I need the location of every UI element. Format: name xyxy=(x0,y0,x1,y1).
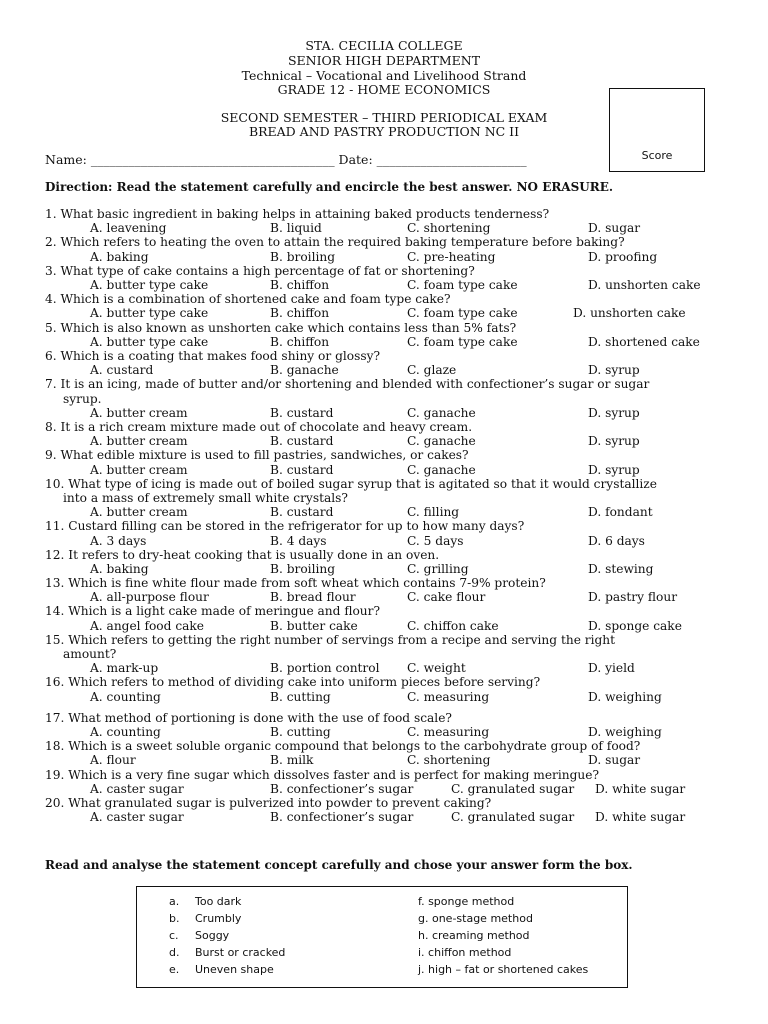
part2-direction: Read and analyse the statement concept carefully and chose your answer form the box. xyxy=(45,858,633,872)
answer-option-d[interactable]: D. sugar xyxy=(588,753,641,768)
question-text: 19. Which is a very fine sugar which dissolves faster and is perfect for making meringue? xyxy=(45,767,600,782)
question-text: 2. Which refers to heating the oven to attain the required baking temperature before baking? xyxy=(45,235,625,250)
question-text: 14. Which is a light cake made of meringue and flour? xyxy=(45,604,381,619)
question-text: 6. Which is a coating that makes food shiny or glossy? xyxy=(45,348,381,363)
answer-option-b[interactable]: B. custard xyxy=(270,434,334,449)
score-label: Score xyxy=(641,149,673,162)
answer-option-c[interactable]: C. shortening xyxy=(407,221,491,236)
box-item-letter: b. xyxy=(169,912,180,925)
question-text: 17. What method of portioning is done with the use of food scale? xyxy=(45,710,452,725)
question-item xyxy=(45,292,735,320)
question-text: 10. What type of icing is made out of boiled sugar syrup that is agitated so that it would crystallize xyxy=(45,476,657,491)
answer-option-d[interactable]: D. syrup xyxy=(588,363,640,378)
box-item-text: Too dark xyxy=(195,895,242,908)
answer-choices-box xyxy=(136,886,628,988)
answer-option-d[interactable]: D. sponge cake xyxy=(588,618,682,633)
question-item xyxy=(45,264,735,292)
answer-option-d[interactable]: D. white sugar xyxy=(595,810,686,825)
answer-option-a[interactable]: A. all-purpose flour xyxy=(90,590,209,605)
answer-option-b[interactable]: B. chiffon xyxy=(270,306,330,321)
answer-choices xyxy=(45,335,735,349)
answer-option-a[interactable]: A. mark-up xyxy=(90,661,159,676)
answer-choices xyxy=(45,690,735,704)
answer-option-a[interactable]: A. butter cream xyxy=(90,434,188,449)
school-name: STA. CECILIA COLLEGE xyxy=(305,38,463,53)
question-item xyxy=(45,321,735,349)
question-item xyxy=(45,796,735,824)
answer-option-b[interactable]: B. broiling xyxy=(270,561,336,576)
answer-option-b[interactable]: B. ganache xyxy=(270,363,339,378)
grade-level: GRADE 12 - HOME ECONOMICS xyxy=(277,82,491,97)
answer-option-d[interactable]: D. weighing xyxy=(588,689,662,704)
answer-option-c[interactable]: C. ganache xyxy=(407,434,476,449)
question-list xyxy=(45,207,735,824)
question-item xyxy=(45,675,735,710)
answer-option-b[interactable]: B. custard xyxy=(270,405,334,420)
answer-option-a[interactable]: A. 3 days xyxy=(90,533,147,548)
box-item-method: g. one-stage method xyxy=(418,912,533,925)
answer-option-c[interactable]: C. filling xyxy=(407,505,460,520)
answer-option-c[interactable]: C. chiffon cake xyxy=(407,618,499,633)
answer-choices xyxy=(45,278,735,292)
answer-option-a[interactable]: A. leavening xyxy=(90,221,167,236)
subject-title: BREAD AND PASTRY PRODUCTION NC II xyxy=(248,124,520,139)
answer-option-a[interactable]: A. flour xyxy=(90,753,136,768)
question-item xyxy=(45,349,735,377)
answer-choices xyxy=(45,753,735,767)
answer-option-a[interactable]: A. butter cream xyxy=(90,505,188,520)
answer-option-d[interactable]: D. syrup xyxy=(588,462,640,477)
answer-option-b[interactable]: B. custard xyxy=(270,505,334,520)
name-date-line: Name: _______________________________________ Date: ________________________ xyxy=(45,152,527,167)
question-item xyxy=(45,739,735,767)
question-text: 20. What granulated sugar is pulverized into powder to prevent caking? xyxy=(45,796,492,811)
answer-option-b[interactable]: B. butter cake xyxy=(270,618,358,633)
answer-option-b[interactable]: B. liquid xyxy=(270,221,322,236)
answer-option-a[interactable]: A. butter type cake xyxy=(90,334,209,349)
answer-option-c[interactable]: C. granulated sugar xyxy=(451,781,575,796)
question-text-continued: amount? xyxy=(63,647,117,662)
answer-option-b[interactable]: B. confectioner’s sugar xyxy=(270,781,414,796)
answer-option-a[interactable]: A. angel food cake xyxy=(90,618,205,633)
answer-option-d[interactable]: D. white sugar xyxy=(595,781,686,796)
question-item xyxy=(45,548,735,576)
answer-choices xyxy=(45,505,735,519)
answer-option-c[interactable]: C. measuring xyxy=(407,725,490,740)
exam-title: SECOND SEMESTER – THIRD PERIODICAL EXAM xyxy=(220,110,548,125)
question-item xyxy=(45,711,735,739)
box-item-text: Uneven shape xyxy=(195,963,274,976)
question-text: 12. It refers to dry-heat cooking that is usually done in an oven. xyxy=(45,547,440,562)
question-item xyxy=(45,377,735,420)
answer-option-d[interactable]: D. syrup xyxy=(588,434,640,449)
answer-choices xyxy=(45,463,735,477)
question-text: 11. Custard filling can be stored in the refrigerator for up to how many days? xyxy=(45,519,525,534)
question-text: 3. What type of cake contains a high percentage of fat or shortening? xyxy=(45,263,475,278)
question-text: 1. What basic ingredient in baking helps in attaining baked products tenderness? xyxy=(45,207,550,221)
answer-option-c[interactable]: C. foam type cake xyxy=(407,306,518,321)
answer-choices xyxy=(45,406,735,420)
answer-choices xyxy=(45,590,735,604)
answer-option-c[interactable]: C. ganache xyxy=(407,405,476,420)
question-text-continued: syrup. xyxy=(63,391,102,406)
answer-option-d[interactable]: D. pastry flour xyxy=(588,590,678,605)
question-text: 8. It is a rich cream mixture made out of chocolate and heavy cream. xyxy=(45,419,473,434)
answer-option-d[interactable]: D. fondant xyxy=(588,505,653,520)
answer-choices xyxy=(45,221,735,235)
question-item xyxy=(45,604,735,632)
box-item-method: i. chiffon method xyxy=(418,946,512,959)
box-item-text: Crumbly xyxy=(195,912,242,925)
answer-option-c[interactable]: C. foam type cake xyxy=(407,334,518,349)
question-text: 4. Which is a combination of shortened cake and foam type cake? xyxy=(45,292,451,307)
score-box xyxy=(609,88,705,172)
question-item xyxy=(45,207,735,235)
box-item-letter: a. xyxy=(169,895,180,908)
answer-option-c[interactable]: C. ganache xyxy=(407,462,476,477)
answer-choices xyxy=(45,619,735,633)
answer-choices xyxy=(45,661,735,675)
answer-option-d[interactable]: D. yield xyxy=(588,661,635,676)
box-item-text: Soggy xyxy=(195,929,230,942)
answer-option-d[interactable]: D. stewing xyxy=(588,561,654,576)
answer-option-b[interactable]: B. broiling xyxy=(270,249,336,264)
direction-text: Direction: Read the statement carefully and encircle the best answer. NO ERASURE. xyxy=(45,180,614,194)
answer-option-a[interactable]: A. baking xyxy=(90,561,149,576)
question-text: 9. What edible mixture is used to fill pastries, sandwiches, or cakes? xyxy=(45,448,469,463)
answer-option-a[interactable]: A. butter type cake xyxy=(90,277,209,292)
answer-option-c[interactable]: C. grilling xyxy=(407,561,469,576)
question-item xyxy=(45,768,735,796)
question-text: 16. Which refers to method of dividing cake into uniform pieces before serving? xyxy=(45,675,541,690)
answer-option-b[interactable]: B. bread flour xyxy=(270,590,356,605)
question-item xyxy=(45,633,735,676)
question-text: 7. It is an icing, made of butter and/or shortening and blended with confectioner’s sugar or sugar xyxy=(45,377,650,392)
question-text: 5. Which is also known as unshorten cake which contains less than 5% fats? xyxy=(45,320,517,335)
answer-choices xyxy=(45,810,735,824)
answer-option-d[interactable]: D. unshorten cake xyxy=(573,306,686,321)
question-item xyxy=(45,235,735,263)
answer-choices xyxy=(45,306,735,320)
question-item xyxy=(45,477,735,520)
box-item-method: j. high – fat or shortened cakes xyxy=(418,963,589,976)
answer-option-b[interactable]: B. chiffon xyxy=(270,277,330,292)
answer-option-a[interactable]: A. butter cream xyxy=(90,405,188,420)
answer-option-b[interactable]: B. cutting xyxy=(270,689,331,704)
answer-option-d[interactable]: D. sugar xyxy=(588,221,641,236)
answer-option-c[interactable]: C. pre-heating xyxy=(407,249,496,264)
answer-option-b[interactable]: B. cutting xyxy=(270,725,331,740)
answer-option-b[interactable]: B. confectioner’s sugar xyxy=(270,810,414,825)
box-item-letter: d. xyxy=(169,946,180,959)
box-item-letter: e. xyxy=(169,963,180,976)
box-item-method: f. sponge method xyxy=(418,895,515,908)
answer-option-c[interactable]: C. cake flour xyxy=(407,590,486,605)
answer-option-d[interactable]: D. syrup xyxy=(588,405,640,420)
answer-option-d[interactable]: D. unshorten cake xyxy=(588,277,701,292)
answer-option-a[interactable]: A. counting xyxy=(90,725,161,740)
answer-option-d[interactable]: D. 6 days xyxy=(588,533,645,548)
answer-option-b[interactable]: B. custard xyxy=(270,462,334,477)
answer-option-b[interactable]: B. milk xyxy=(270,753,314,768)
answer-choices xyxy=(45,363,735,377)
answer-option-a[interactable]: A. caster sugar xyxy=(90,810,184,825)
answer-option-c[interactable]: C. 5 days xyxy=(407,533,464,548)
answer-option-c[interactable]: C. glaze xyxy=(407,363,457,378)
question-item xyxy=(45,519,735,547)
question-text: 18. Which is a sweet soluble organic compound that belongs to the carbohydrate group of food? xyxy=(45,739,641,754)
answer-option-d[interactable]: D. proofing xyxy=(588,249,658,264)
question-text: 15. Which refers to getting the right number of servings from a recipe and serving the right xyxy=(45,632,616,647)
answer-choices xyxy=(45,782,735,796)
box-item-letter: c. xyxy=(169,929,179,942)
question-item xyxy=(45,576,735,604)
answer-option-b[interactable]: B. chiffon xyxy=(270,334,330,349)
answer-choices xyxy=(45,534,735,548)
answer-option-b[interactable]: B. 4 days xyxy=(270,533,327,548)
answer-option-c[interactable]: C. weight xyxy=(407,661,466,676)
answer-option-a[interactable]: A. custard xyxy=(90,363,154,378)
answer-choices xyxy=(45,725,735,739)
answer-option-c[interactable]: C. shortening xyxy=(407,753,491,768)
answer-option-b[interactable]: B. portion control xyxy=(270,661,380,676)
answer-choices xyxy=(45,434,735,448)
answer-choices xyxy=(45,250,735,264)
department-name: SENIOR HIGH DEPARTMENT xyxy=(287,53,481,68)
strand-name: Technical – Vocational and Livelihood Strand xyxy=(241,68,527,83)
question-text-continued: into a mass of extremely small white crystals? xyxy=(63,490,348,505)
box-item-text: Burst or cracked xyxy=(195,946,286,959)
answer-option-a[interactable]: A. counting xyxy=(90,689,161,704)
answer-option-c[interactable]: C. granulated sugar xyxy=(451,810,575,825)
question-item xyxy=(45,448,735,476)
question-text: 13. Which is fine white flour made from soft wheat which contains 7-9% protein? xyxy=(45,576,546,591)
answer-option-c[interactable]: C. measuring xyxy=(407,689,490,704)
answer-option-d[interactable]: D. weighing xyxy=(588,725,662,740)
answer-option-d[interactable]: D. shortened cake xyxy=(588,334,700,349)
answer-option-a[interactable]: A. caster sugar xyxy=(90,781,184,796)
answer-option-a[interactable]: A. butter type cake xyxy=(90,306,209,321)
answer-option-a[interactable]: A. baking xyxy=(90,249,149,264)
answer-choices xyxy=(45,562,735,576)
box-item-method: h. creaming method xyxy=(418,929,530,942)
answer-option-a[interactable]: A. butter cream xyxy=(90,462,188,477)
question-item xyxy=(45,420,735,448)
answer-option-c[interactable]: C. foam type cake xyxy=(407,277,518,292)
